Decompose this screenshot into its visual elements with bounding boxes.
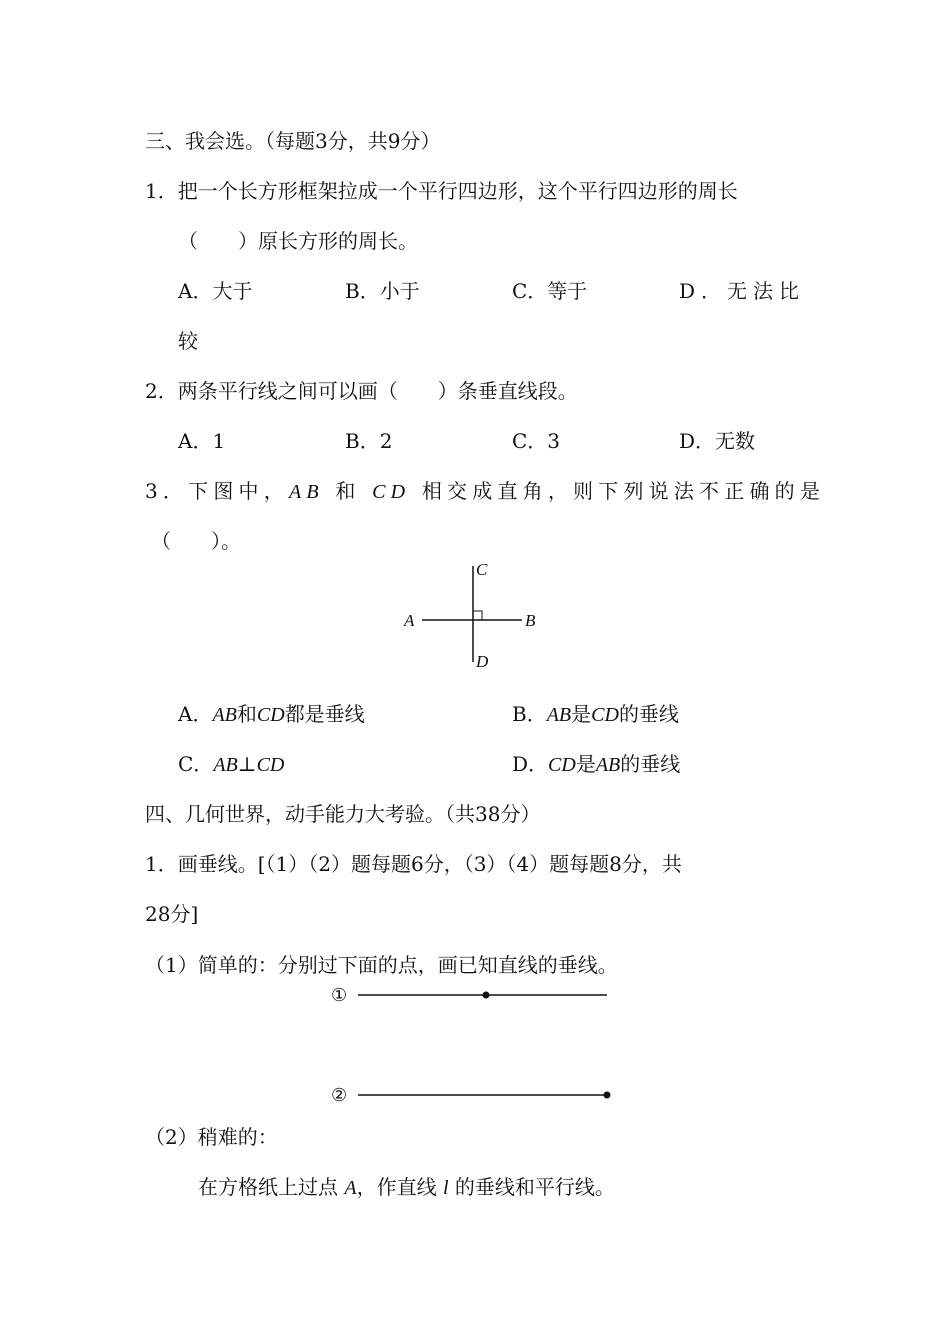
q3-option-d [512, 754, 680, 775]
q3d-prefix: D． [512, 752, 549, 776]
point-on-line-1 [483, 992, 490, 999]
q3-option-c [178, 754, 284, 775]
s4-q1-line2: 28分] [145, 902, 199, 926]
q3a-prefix: A． [178, 702, 213, 726]
q3-cd: CD [372, 481, 411, 503]
q2-stem: 2．两条平行线之间可以画（ ）条垂直线段。 [145, 379, 578, 403]
part2-point-a: A [344, 1177, 357, 1199]
q3c-mid: ⊥ [237, 752, 257, 776]
q3c-prefix: C． [178, 752, 214, 776]
q3b-prefix: B． [512, 702, 547, 726]
q2-option-b: B．2 [345, 429, 393, 453]
right-angle-mark [473, 611, 482, 620]
q3a-mid: 和 [236, 702, 257, 726]
q1-stem-line1: 1．把一个长方形框架拉成一个平行四边形，这个平行四边形的周长 [145, 179, 738, 203]
q3b-mid: 是 [571, 702, 592, 726]
q3a-cd: CD [256, 704, 285, 726]
q3-rest: 相交成直角，则下列说法不正确的是 [410, 479, 826, 503]
q3b-cd: CD [591, 704, 619, 726]
q3a-suffix: 都是垂线 [284, 702, 365, 726]
q3-blank: （ ）。 [151, 529, 241, 553]
section4-heading: 四、几何世界，动手能力大考验。（共38分） [145, 802, 541, 826]
q3d-mid: 是 [575, 752, 596, 776]
part2-title: （2）稍难的： [145, 1125, 278, 1149]
q1-option-d-wrap: 较 [178, 329, 198, 353]
circled-number-2: ② [331, 1085, 348, 1106]
q1-option-a: A．大于 [178, 279, 253, 303]
q3d-ab: AB [595, 754, 621, 776]
q3c-ab: AB [213, 754, 238, 776]
label-a: A [404, 611, 415, 630]
q2-option-d: D．无数 [679, 429, 756, 453]
part1-text: （1）简单的：分别过下面的点，画已知直线的垂线。 [145, 953, 618, 977]
perpendicular-exercise-2 [325, 1080, 615, 1110]
q3c-cd: CD [256, 754, 285, 776]
point-end-line-2 [604, 1092, 611, 1099]
q3-option-b [512, 704, 679, 725]
part2-pre: 在方格纸上过点 [198, 1175, 345, 1199]
section3-heading: 三、我会选。（每题3分，共9分） [145, 129, 441, 153]
perpendicular-exercise-1 [325, 980, 615, 1010]
s4-q1-line1: 1．画垂线。[（1）（2）题每题6分，（3）（4）题每题8分，共 [145, 852, 682, 876]
q3b-suffix: 的垂线 [618, 702, 679, 726]
q2-option-c: C．3 [512, 429, 561, 453]
q3d-cd: CD [548, 754, 576, 776]
part2-mid: ，作直线 [356, 1175, 443, 1199]
q2-option-a: A．1 [178, 429, 226, 453]
q3-num: 3．下图中， [145, 479, 289, 503]
q3-stem [145, 481, 825, 502]
part2-instruction [198, 1177, 615, 1198]
circled-number-1: ① [331, 985, 348, 1006]
q1-option-d: D．无法比 [679, 279, 806, 303]
part2-line-l: l [442, 1177, 449, 1199]
q3-ab: AB [288, 481, 324, 503]
q3b-ab: AB [546, 704, 572, 726]
perpendicular-figure [400, 558, 550, 673]
q3a-ab: AB [212, 704, 237, 726]
q3-option-a [178, 704, 365, 725]
q3d-suffix: 的垂线 [620, 752, 681, 776]
q1-option-c: C．等于 [512, 279, 588, 303]
label-d: D [476, 652, 489, 671]
label-b: B [525, 611, 536, 630]
q1-option-b: B．小于 [345, 279, 420, 303]
q3-he: 和 [323, 479, 373, 503]
label-c: C [476, 560, 488, 579]
part2-post: 的垂线和平行线。 [448, 1175, 615, 1199]
q1-stem-line2: （ ）原长方形的周长。 [178, 229, 418, 253]
